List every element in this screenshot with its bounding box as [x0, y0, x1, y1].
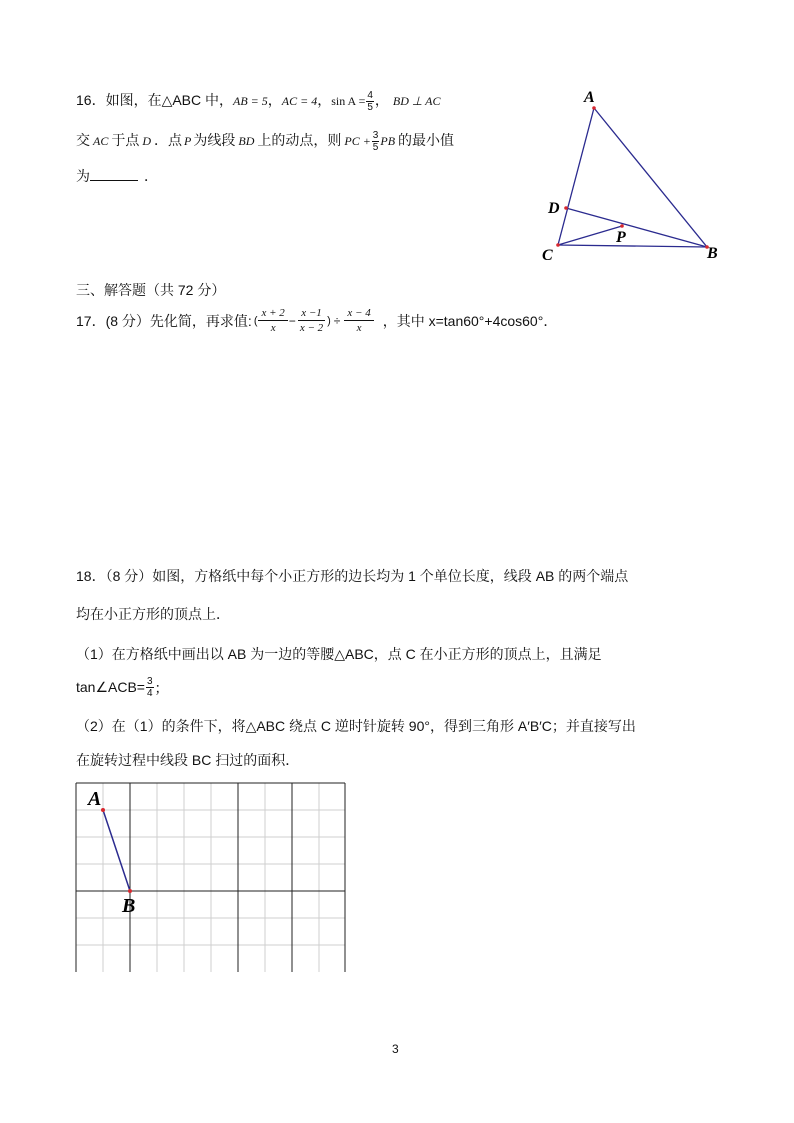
label-c: C [542, 247, 553, 264]
point-b [128, 889, 132, 893]
q17-f1-numerator: x + 2 [258, 306, 287, 321]
grid-minor-lines [76, 783, 345, 972]
q17-fraction-2 [297, 306, 326, 335]
q16-sin-denominator: 5 [367, 102, 373, 113]
q16-text: ．点 [154, 132, 183, 149]
q17-f2-numerator: x −1 [298, 306, 325, 321]
q17-line [76, 306, 557, 335]
label-p: P [616, 229, 626, 246]
label-b: B [122, 895, 136, 917]
q16-line2 [76, 130, 454, 153]
q18-tan-numerator: 3 [146, 676, 153, 687]
label-a: A [88, 788, 102, 810]
q18-tan-prefix: tan∠ACB= [76, 679, 145, 695]
q16-coef-fraction [372, 130, 380, 153]
q17-f3-denominator: x [356, 322, 362, 334]
q16-pc-symbol: PC + [344, 134, 371, 149]
point-a [101, 808, 105, 812]
point-p [620, 224, 624, 228]
q17-fraction-3 [344, 306, 373, 335]
q17-f2-denominator: x − 2 [299, 322, 324, 334]
q18-tan-fraction [146, 676, 154, 699]
q17-fraction-1 [258, 306, 287, 335]
q16-ac: AC = 4 [281, 94, 318, 109]
q16-sep: ， [267, 92, 282, 109]
segment-bd [566, 208, 707, 247]
q16-text: 交 [76, 132, 90, 149]
q17-minus: − [288, 313, 296, 328]
q17-paren-open: ( [253, 314, 258, 327]
q17-f1-denominator: x [270, 322, 276, 334]
segment-pc [558, 226, 622, 245]
section-header: 三、解答题（共 72 分） [76, 282, 226, 298]
answer-blank[interactable] [90, 168, 138, 181]
q16-sep: ， [317, 92, 332, 109]
q16-sin: sin A = [331, 94, 366, 109]
q16-sep: ， [374, 92, 389, 109]
q16-bd-symbol: BD [238, 134, 255, 149]
q17-paren-close: ) [327, 314, 331, 327]
q18-tan-line [76, 676, 169, 699]
q18-line2: 均在小正方形的顶点上． [76, 606, 230, 622]
q16-ac-symbol: AC [93, 134, 109, 149]
page-number: 3 [392, 1042, 399, 1056]
grid-figure [70, 780, 355, 980]
q16-ab: AB = 5 [233, 94, 268, 109]
q16-line3 [76, 166, 158, 186]
q16-p-symbol: P [184, 134, 192, 149]
q18-part2: （2）在（1）的条件下，将△ABC 绕点 C 逆时针旋转 90°，得到三角形 A′B′C；并直接写出 [76, 718, 636, 734]
q17-divide: ÷ [333, 313, 341, 328]
q18-part1: （1）在方格纸中画出以 AB 为一边的等腰△ABC，点 C 在小正方形的顶点上，且满足 [76, 646, 602, 662]
q16-text: 上的动点，则 [257, 132, 342, 149]
q17-f3-numerator: x − 4 [344, 306, 373, 321]
point-c [556, 243, 560, 247]
q18-tan-denominator: 4 [146, 688, 153, 699]
q16-text: 为线段 [193, 132, 236, 149]
q16-coef-numerator: 3 [372, 130, 379, 141]
q16-sin-numerator: 4 [367, 90, 373, 101]
label-d: D [548, 200, 560, 217]
q17-suffix: ，其中 x=tan60°+4cos60°． [382, 312, 558, 329]
q16-bd-perp-ac: BD ⊥ AC [392, 94, 441, 109]
point-d [564, 206, 568, 210]
q16-d-symbol: D [142, 134, 152, 149]
point-a [592, 106, 596, 110]
label-a: A [584, 89, 595, 106]
q16-coef-denominator: 5 [372, 142, 379, 153]
q16-text: ． [144, 168, 158, 184]
q16-text: 为 [76, 168, 90, 184]
q16-text: 于点 [111, 132, 140, 149]
q18-part3: 在旋转过程中线段 BC 扫过的面积． [76, 752, 300, 768]
label-b: B [707, 245, 718, 262]
q18-line1: 18．（8 分）如图，方格纸中每个小正方形的边长均为 1 个单位长度，线段 AB 的两个端点 [76, 568, 629, 584]
q17-prefix: 17．(8 分）先化简，再求值: [76, 312, 252, 329]
segment-ab [103, 810, 130, 891]
triangle-figure [530, 82, 730, 272]
q16-number: 16．如图，在△ABC 中， [76, 92, 234, 109]
q18-tan-suffix: ； [154, 679, 169, 696]
q16-text: 的最小值 [398, 132, 455, 149]
q16-pb-symbol: PB [380, 134, 396, 149]
q16-sin-fraction [366, 90, 374, 113]
q16-line1 [76, 90, 440, 113]
